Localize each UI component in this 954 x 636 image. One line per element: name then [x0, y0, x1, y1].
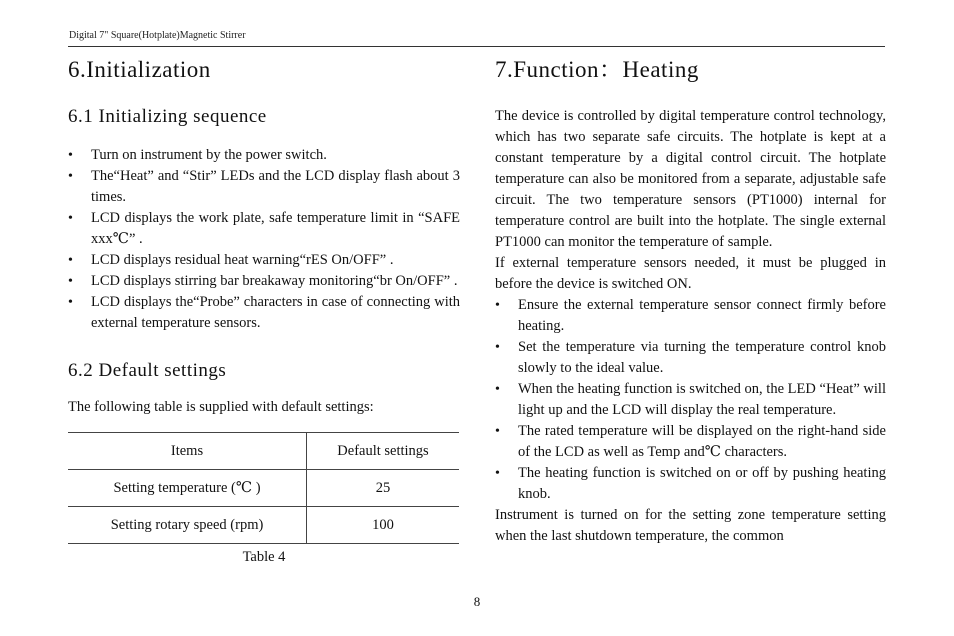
table-cell: Setting rotary speed (rpm) [68, 507, 307, 544]
page-number: 8 [473, 594, 481, 609]
header-rule [68, 46, 885, 47]
table-header-items: Items [68, 433, 307, 470]
heating-intro-paragraph: The device is controlled by digital temperature control technology, which has two separate safe circuits. The hotplate is kept at a constant temperature by a digital control circuit. The hotplate temperature can also be monitored from a separate, adjustable safe circuit. The two temperature sensors (PT1000) internal for temperature control are built into the hotplate. The single external PT1000 can monitor the temperature of sample. [495, 108, 886, 250]
running-header: Digital 7" Square(Hotplate)Magnetic Stirrer [69, 30, 246, 41]
table-cell: Setting temperature (℃ ) [68, 470, 307, 507]
list-item: • LCD displays the“Probe” characters in case of connecting with external temperature sensors. [68, 292, 460, 334]
table-caption: Table 4 [242, 549, 286, 565]
table-cell: 25 [307, 470, 460, 507]
default-settings-intro: The following table is supplied with default settings: [68, 399, 374, 415]
list-item: • The rated temperature will be displayed on the right-hand side of the LCD as well as Temp and℃ characters. [495, 421, 886, 463]
list-item: • Turn on instrument by the power switch. [68, 145, 460, 166]
list-item: • The“Heat” and “Stir” LEDs and the LCD display flash about 3 times. [68, 166, 460, 208]
external-sensor-paragraph: If external temperature sensors needed, it must be plugged in before the device is switched ON. [495, 255, 886, 292]
table-header-row [68, 433, 459, 470]
initializing-sequence-list [68, 145, 460, 334]
list-item: • Ensure the external temperature sensor connect firmly before heating. [495, 295, 886, 337]
list-item: • Set the temperature via turning the temperature control knob slowly to the ideal value. [495, 337, 886, 379]
table-cell: 100 [307, 507, 460, 544]
heating-list [495, 295, 886, 505]
section-title-initialization: 6.Initialization [68, 57, 211, 82]
shutdown-temperature-paragraph: Instrument is turned on for the setting zone temperature setting when the last shutdown temperature, the common [495, 507, 886, 544]
table-row [68, 470, 459, 507]
table-header-default: Default settings [307, 433, 460, 470]
list-item: • When the heating function is switched on, the LED “Heat” will light up and the LCD will display the real temperature. [495, 379, 886, 421]
subsection-title-default-settings: 6.2 Default settings [68, 360, 227, 381]
list-item: • LCD displays residual heat warning“rES On/OFF” . [68, 250, 460, 271]
list-item: • LCD displays the work plate, safe temperature limit in “SAFE xxx℃” . [68, 208, 460, 250]
default-settings-table [68, 432, 459, 544]
right-column [495, 52, 886, 547]
subsection-title-initializing-sequence: 6.1 Initializing sequence [68, 106, 267, 127]
list-item: • The heating function is switched on or off by pushing heating knob. [495, 463, 886, 505]
left-column [68, 52, 460, 566]
list-item: • LCD displays stirring bar breakaway monitoring“br On/OFF” . [68, 271, 460, 292]
section-title-heating: 7.Function：Heating [495, 57, 699, 82]
table-row [68, 507, 459, 544]
